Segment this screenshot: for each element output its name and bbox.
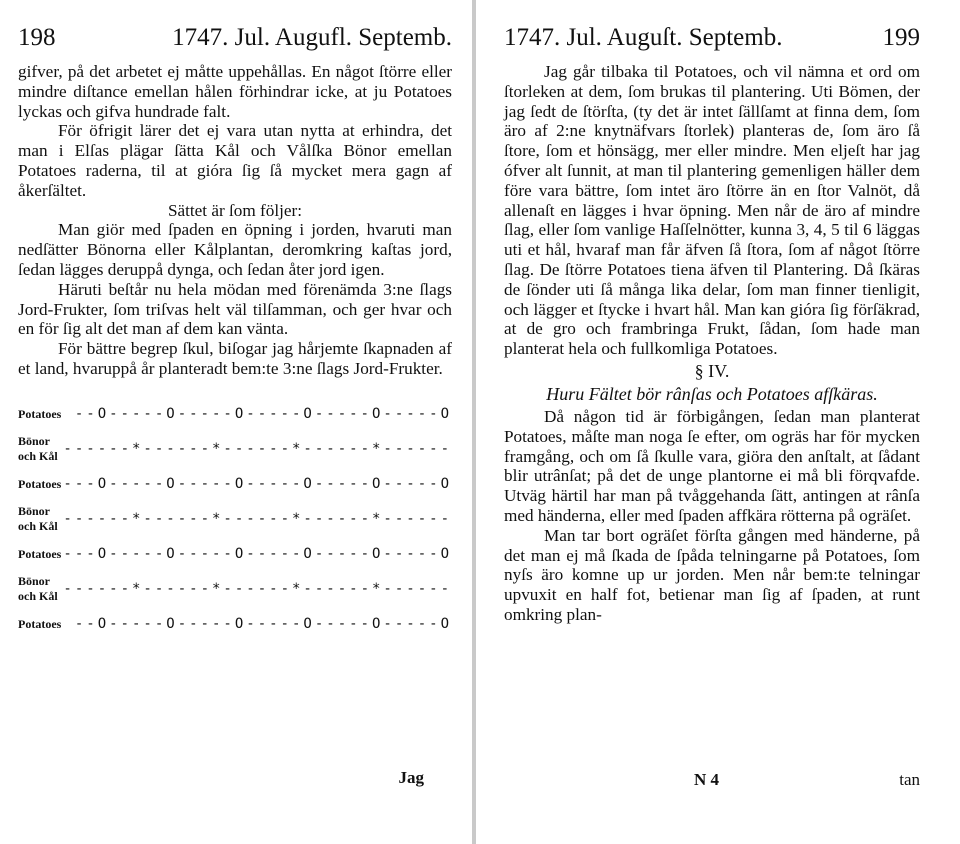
paragraph: För öfrigit lärer det ej vara utan nytta at erhindra, det man i Elſas plägar ſätta Kål och Vålſka Bönor emellan Potatoes raderna, til at gióra ſig ſå mycket mera gagn af åkerſältet. bbox=[18, 121, 452, 200]
section-number: § IV. bbox=[694, 360, 730, 381]
paragraph: Man tar bort ogräſet förſta gången med händerne, på det man ej må ſkada de ſpåda telningarne på Potatoes, ſom nyſs äro komne up ur jorden. Men når bem:te telningar upvuxit en half fot, betienar man ſig af ſpaden, at runt omkring plan- bbox=[504, 525, 920, 624]
diagram-row-label: Bönor och Kål bbox=[18, 504, 58, 534]
paragraph: För bättre begrep ſkul, biſogar jag hårjemte ſkapnaden af et land, hvaruppå år planteradt bem:te 3:ne ſlags Jord-Frukter. bbox=[18, 339, 452, 378]
diagram-row bbox=[18, 467, 452, 502]
diagram-row bbox=[18, 432, 452, 467]
diagram-row-pattern: ------*------*------*------*------ bbox=[63, 441, 452, 458]
diagram-row bbox=[18, 572, 452, 607]
diagram-row-pattern: ---O-----O-----O-----O-----O-----O bbox=[63, 546, 452, 563]
diagram-row-pattern: ---O-----O-----O-----O-----O-----O bbox=[63, 476, 452, 493]
diagram-row-label: Potatoes bbox=[18, 406, 62, 421]
paragraph: Då någon tid är förbigången, ſedan man planterat Potatoes, måſte man noga ſe efter, om ogräs har för mycken framgång, och om ſå ſkulle vara, giöra den anſtalt, at ſådant blir utrânſat; på det de unge plantorne ei må bli förqvafde. Utväg härtil har man på tvåggehanda ſätt, antingen at rânſa med händerna, eller med ſpaden affkära rötterna på ogräſet. bbox=[504, 406, 920, 525]
section-title: Huru Fältet bör rânſas och Potatoes afſkäras. bbox=[546, 383, 878, 404]
diagram-row-pattern: --O-----O-----O-----O-----O-----O bbox=[74, 616, 452, 633]
left-catchword: Jag bbox=[398, 768, 424, 787]
right-footer bbox=[504, 770, 920, 790]
paragraph: gifver, på det arbetet ej måtte uppehållas. En något ſtörre eller mindre diſtance emellan hålen förhindrar icke, at ju Potatoes lyckas och gifva hundrade falt. bbox=[18, 62, 452, 121]
diagram-row-label: Potatoes bbox=[18, 546, 62, 561]
signature-mark: N 4 bbox=[694, 770, 720, 789]
left-running-title: 1747. Jul. Augufl. Septemb. bbox=[172, 24, 452, 51]
right-page bbox=[480, 0, 960, 844]
diagram-row-pattern: ------*------*------*------*------ bbox=[63, 511, 452, 528]
diagram-row bbox=[18, 607, 452, 642]
paragraph: Jag går tilbaka til Potatoes, och vil nämna et ord om ſtorleken at dem, ſom brukas til plantering. Uti Bömen, der jag ſedt de ſtörſta, (ty det är intet ſällſamt at finna dem, ſom äro af 2:ne knytnäfvars ſtorlek) planteras de, ſom äro ſå ſtore, ſom et hönsägg, mer eller mindre. Men eljeſt har jag ófver alt ſunnit, at man til plantering gemenligen häller dem före vara bättre, ſom intet äro ſtörre än en ſtor Valnöt, då allenaſt en lägges i hvar öpning. Men når de äro af mindre ſlag, eller ſom vanlige Haſſelnötter, kunna 3, 4, 5 til 6 läggas uti et hål, hvaraf man får äfven ſå ſtora, ſom af något ſtörre ſlag. De ſtörre Potatoes tiena äfven til Plantering. Då ſkäras de ſönder uti ſå många lika delar, ſom man finner tienligit, och lägger et ſtycke i hvart hål. Man kan gióra ſig förſäkrad, at de gro och frambringa Frukt, ſådan, ſom hade man planterat hela och fullkomliga Potatoes. bbox=[504, 62, 920, 359]
diagram-row-label: Bönor och Kål bbox=[18, 434, 58, 464]
left-page-number: 198 bbox=[18, 24, 56, 51]
right-page-number: 199 bbox=[882, 24, 920, 51]
paragraph: Häruti beſtår nu hela mödan med förenämda 3:ne ſlags Jord-Frukter, ſom triſvas helt väl tilſamman, och ger hvar och en för ſig alt det man af dem kan vänta. bbox=[18, 279, 452, 339]
left-header bbox=[18, 24, 452, 52]
planting-diagram bbox=[18, 397, 452, 642]
diagram-row bbox=[18, 397, 452, 432]
left-body bbox=[18, 62, 452, 379]
left-page bbox=[0, 0, 470, 844]
page-gutter bbox=[472, 0, 476, 844]
diagram-row-pattern: ------*------*------*------*------ bbox=[63, 581, 452, 598]
diagram-row bbox=[18, 537, 452, 572]
paragraph: Man giör med ſpaden en öpning i jorden, hvaruti man nedſätter Bönorna eller Kålplantan, deromkring kaſtas jord, ſedan lägges deruppå dynga, och ſedan åter jord igen. bbox=[18, 220, 452, 279]
diagram-row-label: Bönor och Kål bbox=[18, 574, 58, 604]
diagram-row-label: Potatoes bbox=[18, 616, 62, 631]
right-running-title: 1747. Jul. Auguſt. Septemb. bbox=[504, 24, 783, 51]
right-body bbox=[504, 62, 920, 625]
diagram-row bbox=[18, 502, 452, 537]
diagram-row-label: Potatoes bbox=[18, 476, 62, 491]
diagram-row-pattern: --O-----O-----O-----O-----O-----O bbox=[74, 406, 452, 423]
paragraph: Sättet är ſom följer: bbox=[167, 200, 303, 220]
right-catchword: tan bbox=[899, 770, 920, 789]
right-header bbox=[504, 24, 920, 52]
